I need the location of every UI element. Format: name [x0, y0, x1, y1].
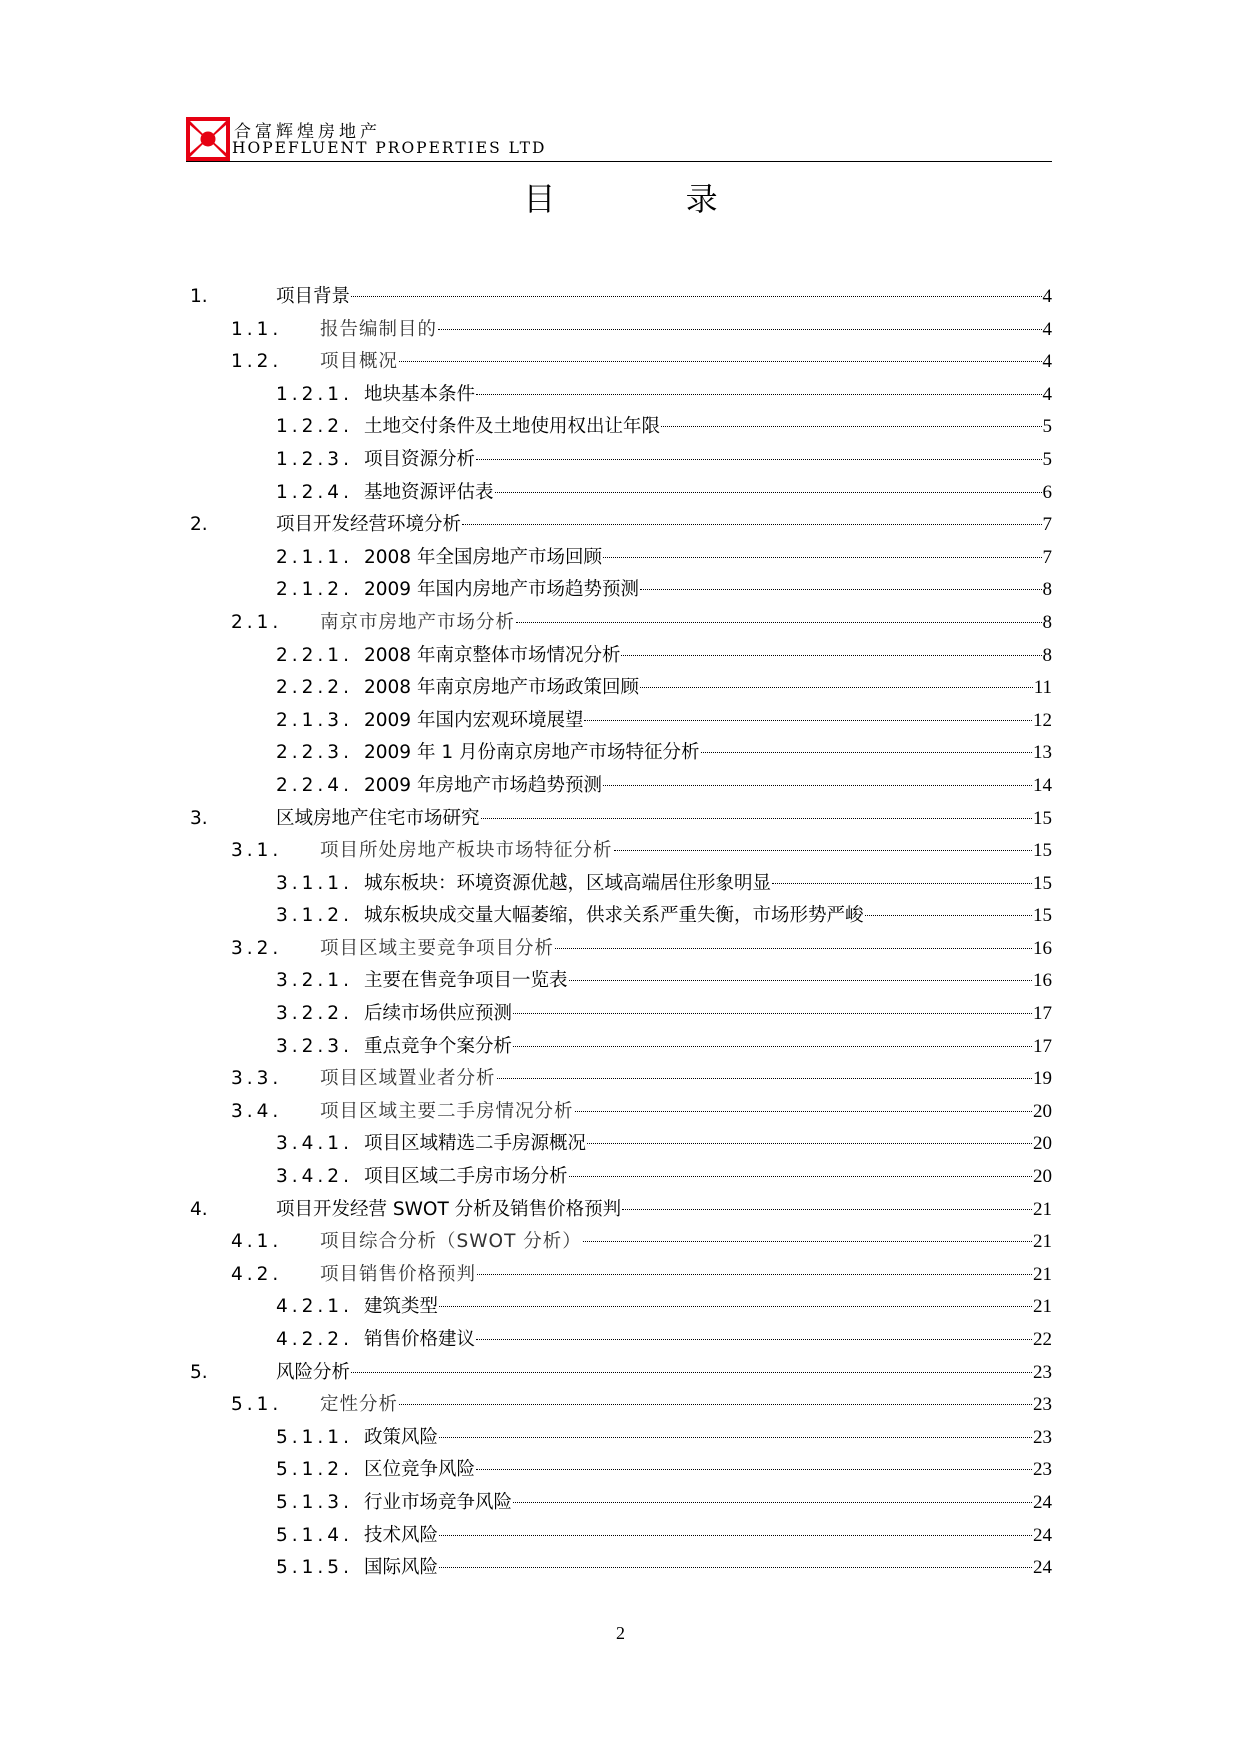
toc-entry-title[interactable]: 定性分析 [320, 1394, 399, 1416]
dot-leader [462, 524, 1041, 525]
toc-entry-number: 3.4. [231, 1100, 283, 1122]
toc-entry-page: 15 [1033, 840, 1052, 862]
toc-entry-line [364, 965, 1052, 998]
toc-entry[interactable] [190, 509, 1052, 542]
toc-entry[interactable] [190, 640, 1052, 673]
toc-entry-number: 4.2. [231, 1263, 283, 1285]
toc-entry-page: 6 [1042, 481, 1052, 503]
toc-entry-number: 2.2.2. [276, 677, 353, 699]
toc-entry[interactable] [190, 1161, 1052, 1194]
toc-entry-number: 4.2.1. [276, 1296, 353, 1318]
toc-entry-line [320, 1259, 1052, 1292]
toc-entry[interactable] [190, 1389, 1052, 1422]
toc-entry-page: 4 [1042, 318, 1052, 340]
toc-entry-number: 5.1.1. [276, 1426, 353, 1448]
toc-entry-line [364, 1552, 1052, 1585]
toc-entry-title[interactable]: 2009 年国内宏观环境展望 [364, 709, 584, 731]
toc-entry-line [276, 803, 1052, 836]
toc-entry-page: 19 [1033, 1068, 1052, 1090]
dot-leader [640, 589, 1042, 590]
dot-leader [481, 818, 1032, 819]
toc-entry-page: 8 [1042, 611, 1052, 633]
dot-leader [438, 329, 1041, 330]
toc-entry-line [320, 835, 1052, 868]
toc-entry-number: 3.1. [231, 840, 283, 862]
toc-entry-line [364, 1520, 1052, 1553]
toc-entry-page: 8 [1042, 644, 1052, 666]
dot-leader [495, 492, 1042, 493]
dot-leader [661, 426, 1041, 427]
toc-entry-title[interactable]: 2008 年南京房地产市场政策回顾 [364, 677, 639, 699]
toc-entry-title[interactable]: 项目开发经营 SWOT 分析及销售价格预判 [276, 1198, 622, 1220]
toc-entry-number: 1.2. [231, 351, 283, 373]
toc-entry-number: 5.1.3. [276, 1491, 353, 1513]
dot-leader [476, 459, 1041, 460]
toc-entry-number: 2.2.3. [276, 742, 353, 764]
toc-entry-line [276, 1357, 1052, 1390]
toc-entry-number: 2.2.1. [276, 644, 353, 666]
toc-entry[interactable] [190, 1552, 1052, 1585]
dot-leader [439, 1567, 1032, 1568]
toc-entry-title[interactable]: 建筑类型 [364, 1296, 439, 1318]
toc-entry-page: 4 [1042, 286, 1052, 307]
toc-entry-line [320, 1389, 1052, 1422]
dot-leader [476, 1339, 1032, 1340]
toc-entry[interactable] [190, 1031, 1052, 1064]
dot-leader [569, 1176, 1032, 1177]
dot-leader [603, 785, 1032, 786]
toc-entry[interactable] [190, 672, 1052, 705]
page-number: 2 [616, 1623, 625, 1643]
toc-entry-line [364, 672, 1052, 705]
toc-title: 目 录 [523, 180, 778, 218]
toc-entry-page: 15 [1033, 905, 1052, 927]
toc-entry-title[interactable]: 项目资源分析 [364, 448, 476, 470]
toc-entry-line [364, 1128, 1052, 1161]
toc-entry-page: 20 [1033, 1100, 1052, 1122]
toc-entry-number: 5.1. [231, 1394, 283, 1416]
toc-entry[interactable] [190, 1422, 1052, 1455]
toc-entry-page: 16 [1033, 970, 1052, 992]
toc-entry-page: 5 [1042, 448, 1052, 470]
toc-entry-line [364, 900, 1052, 933]
toc-entry-title[interactable]: 项目区域二手房市场分析 [364, 1166, 568, 1188]
toc-entry-number: 1. [190, 286, 208, 307]
toc-entry-line [364, 770, 1052, 803]
toc-entry-page: 21 [1033, 1296, 1052, 1318]
toc-entry-title[interactable]: 项目开发经营环境分析 [276, 514, 462, 536]
toc-entry-line [364, 411, 1052, 444]
toc-entry-number: 3.2.3. [276, 1035, 353, 1057]
dot-leader [351, 1372, 1032, 1373]
page-header [186, 115, 1052, 162]
toc-entry-line [320, 1226, 1052, 1259]
toc-entry-number: 3.1.1. [276, 872, 353, 894]
toc-entry-line [364, 737, 1052, 770]
dot-leader [439, 1535, 1032, 1536]
toc-entry-title[interactable]: 项目概况 [320, 351, 399, 373]
toc-entry-title[interactable]: 风险分析 [276, 1361, 351, 1383]
toc-entry-title[interactable]: 南京市房地产市场分析 [320, 611, 516, 633]
toc-entry[interactable] [190, 314, 1052, 347]
company-name-cn: 合富辉煌房地产 [234, 122, 381, 142]
toc-entry-title[interactable]: 2009 年 1 月份南京房地产市场特征分析 [364, 742, 700, 764]
toc-entry-number: 2.1. [231, 611, 283, 633]
toc-entry[interactable] [190, 1063, 1052, 1096]
toc-entry-title[interactable]: 重点竞争个案分析 [364, 1035, 513, 1057]
toc-entry[interactable] [190, 1324, 1052, 1357]
dot-leader [516, 622, 1041, 623]
toc-entry-number: 3.4.2. [276, 1166, 353, 1188]
dot-leader [513, 1502, 1032, 1503]
dot-leader [399, 361, 1041, 362]
toc-entry-number: 3.4.1. [276, 1133, 353, 1155]
toc-entry-title[interactable]: 技术风险 [364, 1524, 439, 1546]
toc-entry[interactable] [190, 444, 1052, 477]
dot-leader [476, 394, 1041, 395]
toc-entry[interactable] [190, 1487, 1052, 1520]
toc-entry-title[interactable]: 销售价格建议 [364, 1329, 476, 1350]
dot-leader [621, 655, 1041, 656]
dot-leader [439, 1306, 1032, 1307]
toc-entry[interactable] [190, 705, 1052, 738]
toc-entry-page: 5 [1042, 416, 1052, 438]
toc-entry-page: 15 [1033, 807, 1052, 829]
toc-entry-title[interactable]: 区位竞争风险 [364, 1459, 476, 1481]
toc-entry-title[interactable]: 地块基本条件 [364, 383, 476, 405]
toc-entry-line [364, 477, 1052, 510]
toc-entry[interactable] [190, 411, 1052, 444]
toc-entry-number: 5.1.4. [276, 1524, 353, 1546]
toc-entry[interactable] [190, 281, 1052, 314]
dot-leader [497, 1078, 1032, 1079]
toc-entry-page: 17 [1033, 1035, 1052, 1057]
toc-entry-title[interactable]: 基地资源评估表 [364, 481, 494, 503]
dot-leader [587, 1143, 1032, 1144]
toc-entry-number: 1.1. [231, 318, 283, 340]
dot-leader [575, 1111, 1032, 1112]
toc-entry-number: 2.2.4. [276, 774, 353, 796]
toc-entry[interactable] [190, 1259, 1052, 1292]
toc-entry-number: 2.1.1. [276, 546, 353, 568]
toc-entry[interactable] [190, 1357, 1052, 1390]
table-of-contents [190, 281, 1052, 1585]
toc-entry-page: 23 [1033, 1426, 1052, 1448]
toc-entry-number: 5. [190, 1361, 208, 1383]
dot-leader [622, 1209, 1032, 1210]
toc-entry-title[interactable]: 区域房地产住宅市场研究 [276, 807, 480, 829]
toc-entry-title[interactable]: 土地交付条件及土地使用权出让年限 [364, 416, 661, 438]
toc-entry[interactable] [190, 803, 1052, 836]
toc-entry-page: 11 [1033, 677, 1052, 699]
toc-entry[interactable] [190, 346, 1052, 379]
toc-entry-number: 3. [190, 807, 208, 829]
toc-entry[interactable] [190, 1128, 1052, 1161]
toc-entry-line [364, 542, 1052, 575]
toc-entry[interactable] [190, 1096, 1052, 1129]
toc-entry-title[interactable]: 行业市场竞争风险 [364, 1491, 513, 1513]
toc-entry-page: 4 [1042, 383, 1052, 405]
toc-entry-line [320, 314, 1052, 347]
toc-entry-title[interactable]: 国际风险 [364, 1557, 439, 1579]
toc-entry-line [276, 1194, 1052, 1227]
toc-entry-number: 1.2.3. [276, 448, 353, 470]
toc-entry-title[interactable]: 城东板块：环境资源优越，区域高端居住形象明显 [364, 872, 772, 894]
toc-entry-page: 24 [1033, 1524, 1052, 1546]
toc-entry-page: 24 [1033, 1557, 1052, 1579]
toc-entry[interactable] [190, 900, 1052, 933]
toc-entry-number: 4.1. [231, 1231, 283, 1253]
company-logo [186, 117, 230, 161]
toc-entry-page: 15 [1033, 872, 1052, 894]
toc-entry-title[interactable]: 2009 年房地产市场趋势预测 [364, 774, 602, 796]
toc-entry-title[interactable]: 项目背景 [276, 286, 351, 307]
toc-entry-page: 7 [1042, 546, 1052, 568]
toc-entry-title[interactable]: 2008 年南京整体市场情况分析 [364, 644, 621, 666]
toc-entry[interactable] [190, 607, 1052, 640]
toc-entry-title[interactable]: 政策风险 [364, 1426, 439, 1448]
toc-entry-line [276, 509, 1052, 542]
toc-entry-line [320, 1063, 1052, 1096]
dot-leader [513, 1046, 1032, 1047]
toc-entry-page: 22 [1033, 1329, 1052, 1350]
toc-entry-line [364, 574, 1052, 607]
toc-entry-title[interactable]: 项目所处房地产板块市场特征分析 [320, 840, 613, 862]
toc-entry-page: 4 [1042, 351, 1052, 373]
toc-entry-page: 21 [1033, 1263, 1052, 1285]
toc-entry-number: 2. [190, 514, 208, 536]
toc-entry-page: 8 [1042, 579, 1052, 601]
toc-entry-title[interactable]: 项目区域置业者分析 [320, 1068, 496, 1090]
toc-entry-line [320, 346, 1052, 379]
toc-entry-title[interactable]: 项目区域主要二手房情况分析 [320, 1100, 574, 1122]
dot-leader [772, 883, 1032, 884]
toc-entry-number: 5.1.5. [276, 1557, 353, 1579]
toc-entry-number: 1.2.2. [276, 416, 353, 438]
toc-entry[interactable] [190, 835, 1052, 868]
toc-entry-line [364, 998, 1052, 1031]
toc-entry-line [320, 607, 1052, 640]
toc-entry[interactable] [190, 1226, 1052, 1259]
toc-entry-number: 3.3. [231, 1068, 283, 1090]
dot-leader [513, 1013, 1032, 1014]
toc-entry[interactable] [190, 998, 1052, 1031]
toc-entry-line [320, 1096, 1052, 1129]
toc-entry-title[interactable]: 项目综合分析（SWOT 分析） [320, 1231, 582, 1253]
toc-entry-page: 7 [1042, 514, 1052, 536]
toc-entry[interactable] [190, 737, 1052, 770]
toc-entry-page: 14 [1033, 774, 1052, 796]
toc-entry-title[interactable]: 项目销售价格预判 [320, 1263, 477, 1285]
toc-entry-title[interactable]: 后续市场供应预测 [364, 1003, 513, 1025]
dot-leader [351, 296, 1041, 297]
toc-entry-page: 23 [1033, 1361, 1052, 1383]
toc-entry-page: 13 [1033, 742, 1052, 764]
toc-entry-page: 17 [1033, 1003, 1052, 1025]
toc-entry-line [364, 379, 1052, 412]
toc-entry-number: 3.2.2. [276, 1003, 353, 1025]
dot-leader [701, 752, 1033, 753]
toc-entry-title[interactable]: 报告编制目的 [320, 318, 438, 340]
dot-leader [477, 1274, 1032, 1275]
toc-entry-line [364, 640, 1052, 673]
toc-entry-page: 16 [1033, 937, 1052, 959]
toc-entry-line [364, 1487, 1052, 1520]
toc-entry[interactable] [190, 477, 1052, 510]
toc-entry[interactable] [190, 933, 1052, 966]
toc-entry[interactable] [190, 1291, 1052, 1324]
toc-entry-number: 1.2.1. [276, 383, 353, 405]
toc-entry-number: 2.1.2. [276, 579, 353, 601]
toc-entry-line [364, 868, 1052, 901]
toc-entry-line [364, 1454, 1052, 1487]
dot-leader [555, 948, 1032, 949]
dot-leader [603, 557, 1042, 558]
toc-entry-title[interactable]: 2008 年全国房地产市场回顾 [364, 546, 602, 568]
toc-entry-page: 20 [1033, 1166, 1052, 1188]
toc-entry-number: 2.1.3. [276, 709, 353, 731]
toc-entry-number: 3.1.2. [276, 905, 353, 927]
toc-entry-page: 23 [1033, 1459, 1052, 1481]
toc-entry[interactable] [190, 965, 1052, 998]
dot-leader [476, 1469, 1032, 1470]
toc-entry-line [276, 281, 1052, 314]
toc-entry-title[interactable]: 主要在售竞争项目一览表 [364, 970, 568, 992]
company-name-en: HOPEFLUENT PROPERTIES LTD [232, 139, 547, 157]
toc-entry[interactable] [190, 1194, 1052, 1227]
toc-entry-page: 21 [1033, 1231, 1052, 1253]
toc-entry-number: 1.2.4. [276, 481, 353, 503]
dot-leader [584, 720, 1032, 721]
toc-entry[interactable] [190, 542, 1052, 575]
toc-entry-line [364, 1422, 1052, 1455]
dot-leader [569, 980, 1032, 981]
toc-entry[interactable] [190, 770, 1052, 803]
toc-entry-line [364, 1031, 1052, 1064]
toc-entry[interactable] [190, 1454, 1052, 1487]
toc-entry-title[interactable]: 项目区域主要竞争项目分析 [320, 937, 555, 959]
dot-leader [865, 915, 1032, 916]
toc-entry-page: 24 [1033, 1491, 1052, 1513]
toc-entry-line [364, 1291, 1052, 1324]
toc-entry-page: 20 [1033, 1133, 1052, 1155]
dot-leader [583, 1241, 1032, 1242]
toc-entry[interactable] [190, 1520, 1052, 1553]
toc-entry-page: 21 [1033, 1198, 1052, 1220]
toc-entry[interactable] [190, 574, 1052, 607]
dot-leader [640, 687, 1033, 688]
toc-entry-line [364, 705, 1052, 738]
toc-entry[interactable] [190, 379, 1052, 412]
toc-entry-line [364, 1161, 1052, 1194]
toc-entry-page: 23 [1033, 1394, 1052, 1416]
toc-entry-number: 5.1.2. [276, 1459, 353, 1481]
toc-entry-number: 3.2. [231, 937, 283, 959]
toc-entry-title[interactable]: 2009 年国内房地产市场趋势预测 [364, 579, 639, 601]
dot-leader [399, 1404, 1032, 1405]
toc-entry-number: 4.2.2. [276, 1329, 353, 1350]
toc-entry-page: 12 [1033, 709, 1052, 731]
toc-entry-line [364, 444, 1052, 477]
dot-leader [614, 850, 1032, 851]
toc-entry-number: 4. [190, 1198, 208, 1220]
toc-entry-title[interactable]: 项目区域精选二手房源概况 [364, 1133, 587, 1155]
toc-entry-line [364, 1324, 1052, 1357]
toc-entry-title[interactable]: 城东板块成交量大幅萎缩，供求关系严重失衡，市场形势严峻 [364, 905, 864, 927]
toc-entry-line [320, 933, 1052, 966]
toc-entry-number: 3.2.1. [276, 970, 353, 992]
toc-entry[interactable] [190, 868, 1052, 901]
dot-leader [439, 1437, 1032, 1438]
